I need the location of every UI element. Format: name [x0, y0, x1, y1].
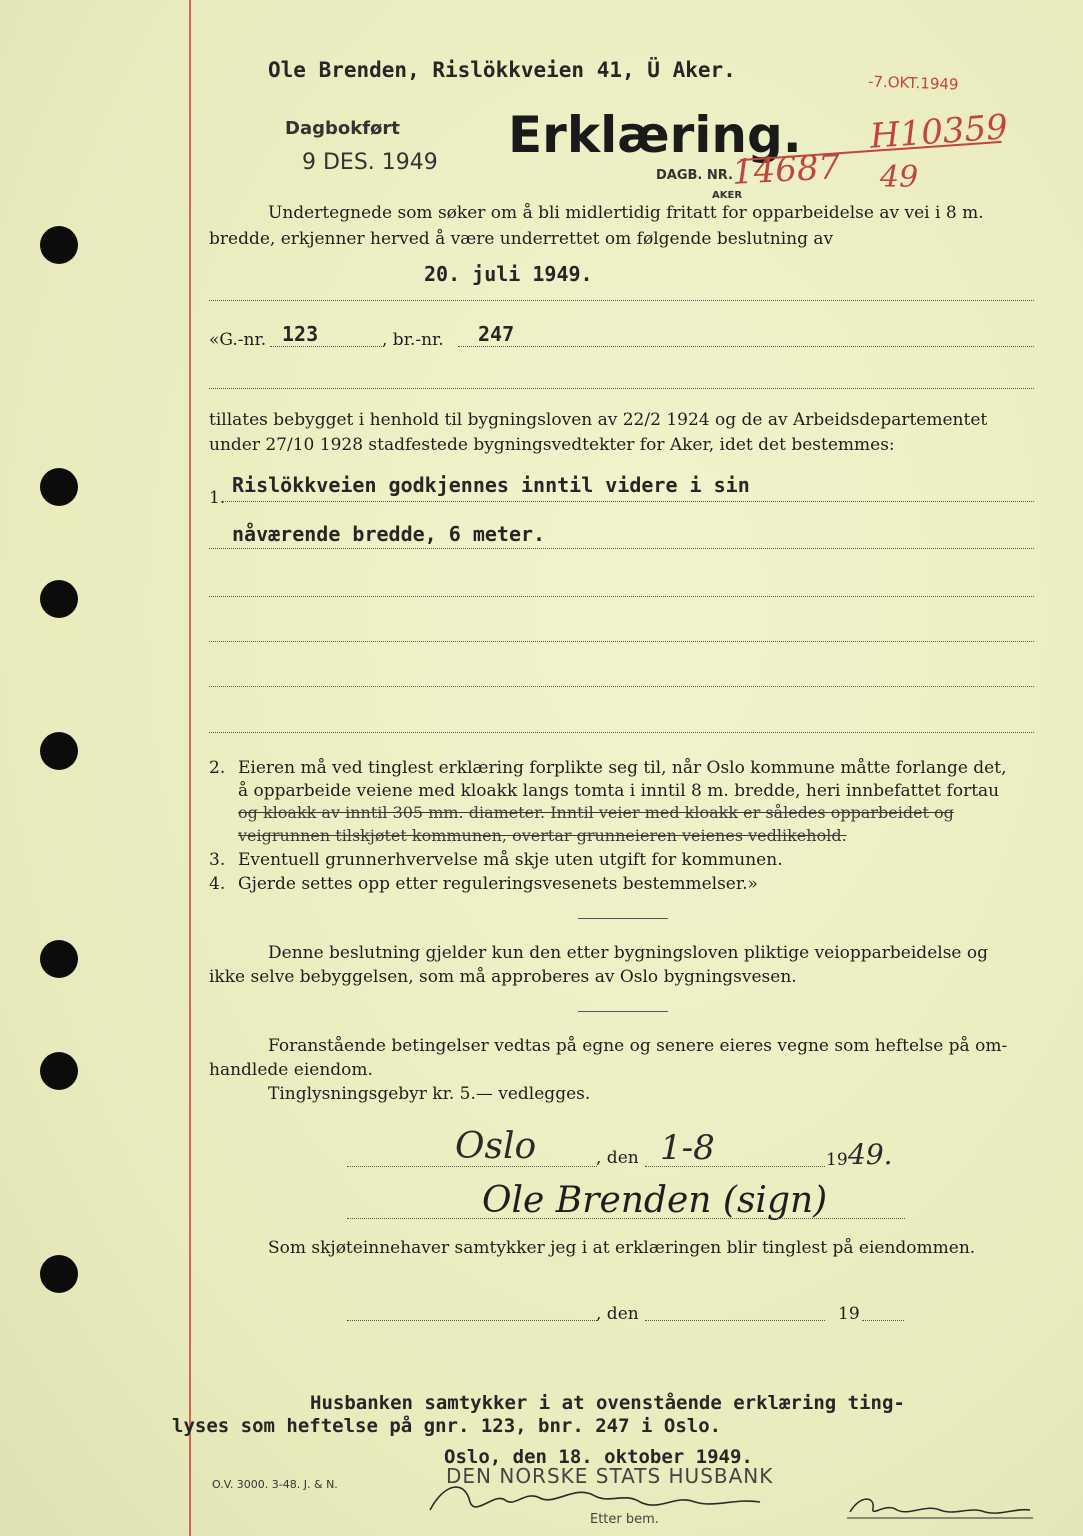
consent-den-label: , den: [596, 1304, 639, 1324]
red-margin-line: [189, 0, 191, 1536]
document-title: Erklæring.: [508, 106, 802, 164]
dotted-rule: [347, 1218, 905, 1219]
punch-hole: [40, 940, 78, 978]
husbanken-line-2: lyses som heftelse på gnr. 123, bnr. 247 i Oslo.: [172, 1415, 722, 1437]
dotted-rule: [209, 548, 1034, 549]
handwritten-reference: H10359: [868, 107, 1010, 157]
dagb-label: DAGB. NR.: [656, 168, 733, 183]
condition-2-line-2: å opparbeide veiene med kloakk langs tomta i inntil 8 m. bredde, heri innbefattet fortau: [238, 781, 1000, 801]
condition-1-line-2: nåværende bredde, 6 meter.: [232, 522, 546, 546]
husbanken-line-3: Oslo, den 18. oktober 1949.: [444, 1446, 753, 1468]
punch-hole: [40, 468, 78, 506]
condition-1-line-1: Rislökkveien godkjennes inntil videre i sin: [232, 473, 750, 497]
form-code: O.V. 3000. 3-48. J. & N.: [212, 1478, 338, 1491]
husbanken-signature: [425, 1472, 765, 1524]
handwritten-signature: Ole Brenden (sign): [482, 1180, 828, 1221]
etter-bem-stamp: Etter bem.: [590, 1512, 659, 1527]
dotted-rule: [347, 1320, 597, 1321]
condition-2-line-1: Eieren må ved tinglest erklæring forplikte seg til, når Oslo kommune måtte forlange det,: [238, 758, 1007, 778]
punch-hole: [40, 226, 78, 264]
condition-4-text: Gjerde settes opp etter reguleringsvesenets bestemmelser.»: [238, 874, 758, 894]
punch-hole: [40, 580, 78, 618]
received-stamp: -7.OKT.1949: [867, 72, 959, 94]
dotted-rule: [209, 686, 1034, 687]
condition-2-line-3-struck: og kloakk av inntil 305 mm. diameter. Inntil veier med kloakk er således opparbeidet og: [238, 803, 954, 822]
registration-fee: Tinglysningsgebyr kr. 5.— vedlegges.: [268, 1084, 591, 1104]
sign-den-label: , den: [596, 1148, 639, 1168]
dotted-rule: [347, 1166, 597, 1167]
sign-year-prefix: 19: [826, 1150, 848, 1170]
intro-line-1: Undertegnede som søker om å bli midlertidig fritatt for opparbeidelse av vei i 8 m.: [268, 203, 984, 223]
dagb-number: 14687: [731, 147, 842, 193]
dotted-rule: [645, 1166, 825, 1167]
note-line-2: ikke selve bebyggelsen, som må approberes av Oslo bygningsvesen.: [209, 967, 797, 987]
punch-hole: [40, 1255, 78, 1293]
husbanken-line-1: Husbanken samtykker i at ovenstående erklæring ting-: [310, 1392, 905, 1414]
decision-date: 20. juli 1949.: [424, 262, 593, 286]
dotted-rule: [209, 641, 1034, 642]
dotted-rule: [645, 1320, 825, 1321]
separator-rule: [578, 918, 668, 919]
condition-4-number: 4.: [209, 874, 226, 894]
husbanken-stamp: DEN NORSKE STATS HUSBANK: [446, 1464, 774, 1488]
obligation-line-2: handlede eiendom.: [209, 1060, 373, 1080]
dotted-rule: [225, 501, 1034, 502]
gnr-label: «G.-nr.: [209, 330, 267, 350]
condition-3-text: Eventuell grunnerhvervelse må skje uten utgift for kommunen.: [238, 850, 783, 870]
gnr-value: 123: [282, 322, 319, 346]
dotted-rule: [458, 346, 1034, 347]
dagbokfort-date: 9 DES. 1949: [302, 150, 438, 175]
aker-stamp: AKER: [712, 190, 743, 201]
note-line-1: Denne beslutning gjelder kun den etter bygningsloven pliktige veiopparbeidelse og: [268, 943, 988, 963]
sign-year-suffix: 49.: [848, 1138, 893, 1171]
condition-3-number: 3.: [209, 850, 226, 870]
dotted-rule: [209, 732, 1034, 733]
consent-year-prefix: 19: [838, 1304, 860, 1324]
intro-line-2: bredde, erkjenner herved å være underrettet om følgende beslutning av: [209, 229, 834, 249]
dotted-rule: [270, 346, 382, 347]
permission-line-1: tillates bebygget i henhold til bygningsloven av 22/2 1924 og de av Arbeidsdepartementet: [209, 410, 988, 430]
obligation-line-1: Foranstående betingelser vedtas på egne og senere eieres vegne som heftelse på om-: [268, 1036, 1008, 1056]
dotted-rule: [209, 388, 1034, 389]
condition-2-number: 2.: [209, 758, 226, 778]
bnr-label: , br.-nr.: [382, 330, 444, 350]
separator-rule: [578, 1011, 668, 1012]
dotted-rule: [209, 300, 1034, 301]
punch-hole: [40, 1052, 78, 1090]
consent-text: Som skjøteinnehaver samtykker jeg i at erklæringen blir tinglest på eiendommen.: [268, 1238, 976, 1258]
typed-address: Ole Brenden, Rislökkveien 41, Ü Aker.: [268, 58, 736, 82]
sign-place: Oslo: [455, 1126, 537, 1167]
dagbokfort-stamp: Dagbokført: [285, 118, 400, 139]
punch-hole: [40, 732, 78, 770]
condition-1-number: 1.: [209, 488, 226, 508]
dotted-rule: [209, 596, 1034, 597]
second-signature: [845, 1490, 1035, 1524]
permission-line-2: under 27/10 1928 stadfestede bygningsvedtekter for Aker, idet det bestemmes:: [209, 435, 895, 455]
dotted-rule: [862, 1320, 904, 1321]
dagb-year: 49: [880, 160, 919, 195]
condition-2-line-4-struck: veigrunnen tilskjøtet kommunen, overtar grunneieren veienes vedlikehold.: [238, 826, 847, 845]
sign-date: 1-8: [660, 1128, 715, 1168]
bnr-value: 247: [478, 322, 515, 346]
